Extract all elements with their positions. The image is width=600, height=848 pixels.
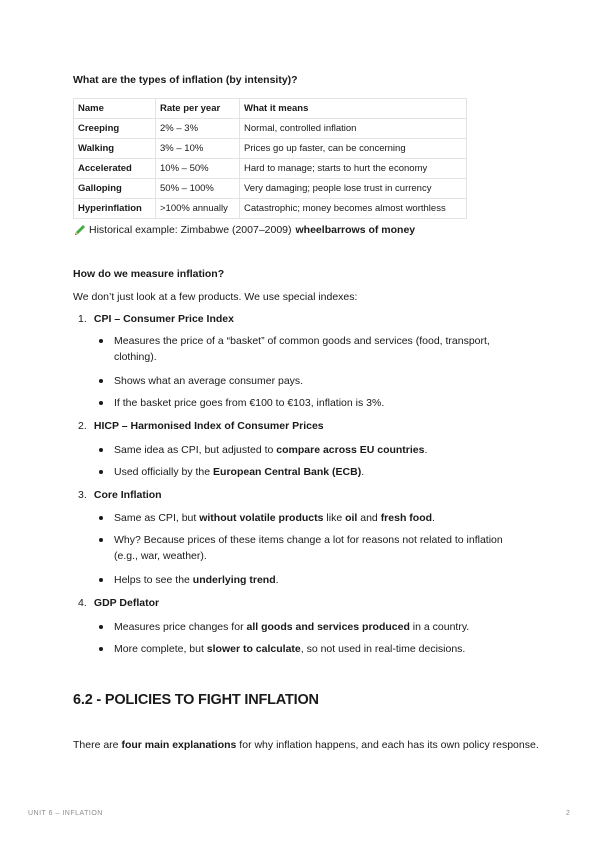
- list-bullet: Measures the price of a “basket” of common goods and services (food, transport, clothing).: [101, 333, 521, 365]
- list-item-title: [78, 489, 162, 501]
- cell-name: Hyperinflation: [74, 199, 156, 219]
- example-bold-text: wheelbarrows of money: [295, 224, 416, 236]
- cell-rate: 3% – 10%: [156, 139, 240, 159]
- list-item-title-text: Core Inflation: [93, 489, 162, 501]
- table-header-row: [74, 99, 467, 119]
- list-bullet: Used officially by the European Central Bank (ECB).: [101, 464, 521, 480]
- list-bullet: Measures price changes for all goods and services produced in a country.: [101, 619, 521, 635]
- cell-meaning: Normal, controlled inflation: [240, 119, 467, 139]
- cell-meaning: Hard to manage; starts to hurt the economy: [240, 159, 467, 179]
- cell-meaning: Very damaging; people lose trust in currency: [240, 179, 467, 199]
- column-header-meaning: What it means: [240, 99, 467, 119]
- cell-rate: 50% – 100%: [156, 179, 240, 199]
- cell-meaning: Prices go up faster, can be concerning: [240, 139, 467, 159]
- list-bullet: More complete, but slower to calculate, so not used in real-time decisions.: [101, 641, 521, 657]
- column-header-name: Name: [74, 99, 156, 119]
- footer-page-number: 2: [566, 810, 570, 817]
- list-bullet: Shows what an average consumer pays.: [101, 373, 521, 389]
- column-header-rate: Rate per year: [156, 99, 240, 119]
- cell-name: Walking: [74, 139, 156, 159]
- list-item-title: [78, 420, 324, 432]
- example-text: Historical example: Zimbabwe (2007–2009): [89, 224, 292, 236]
- list-item-number: 2.: [78, 420, 87, 432]
- list-item-title-text: GDP Deflator: [93, 597, 160, 609]
- footer-unit: UNIT 6 – INFLATION: [28, 810, 103, 817]
- cell-name: Accelerated: [74, 159, 156, 179]
- list-item-number: 1.: [78, 313, 87, 325]
- pencil-icon: [73, 223, 87, 237]
- types-heading: What are the types of inflation (by intensity)?: [73, 74, 298, 86]
- historical-example: [73, 223, 415, 237]
- cell-rate: >100% annually: [156, 199, 240, 219]
- list-item-number: 4.: [78, 597, 87, 609]
- list-bullet: Why? Because prices of these items change a lot for reasons not related to inflation (e.g., war, weather).: [101, 532, 521, 564]
- table-row: [74, 179, 467, 199]
- table-row: [74, 199, 467, 219]
- list-item-title: [78, 313, 234, 325]
- cell-rate: 10% – 50%: [156, 159, 240, 179]
- table-row: [74, 159, 467, 179]
- list-bullet: If the basket price goes from €100 to €103, inflation is 3%.: [101, 395, 521, 411]
- list-bullet: Same as CPI, but without volatile products like oil and fresh food.: [101, 510, 521, 526]
- list-bullet: Helps to see the underlying trend.: [101, 572, 521, 588]
- table-row: [74, 139, 467, 159]
- table-row: [74, 119, 467, 139]
- cell-meaning: Catastrophic; money becomes almost worthless: [240, 199, 467, 219]
- list-item-title: [78, 597, 159, 609]
- section-title: 6.2 - POLICIES TO FIGHT INFLATION: [73, 692, 319, 708]
- policies-intro: There are four main explanations for why inflation happens, and each has its own policy response.: [73, 739, 539, 751]
- list-bullet: Same idea as CPI, but adjusted to compare across EU countries.: [101, 442, 521, 458]
- cell-name: Galloping: [74, 179, 156, 199]
- list-item-number: 3.: [78, 489, 87, 501]
- cell-name: Creeping: [74, 119, 156, 139]
- measure-intro: We don’t just look at a few products. We use special indexes:: [73, 291, 358, 303]
- cell-rate: 2% – 3%: [156, 119, 240, 139]
- list-item-title-text: HICP – Harmonised Index of Consumer Prices: [93, 420, 324, 432]
- measure-heading: How do we measure inflation?: [73, 268, 225, 280]
- list-item-title-text: CPI – Consumer Price Index: [93, 313, 234, 325]
- inflation-types-table: [73, 98, 467, 219]
